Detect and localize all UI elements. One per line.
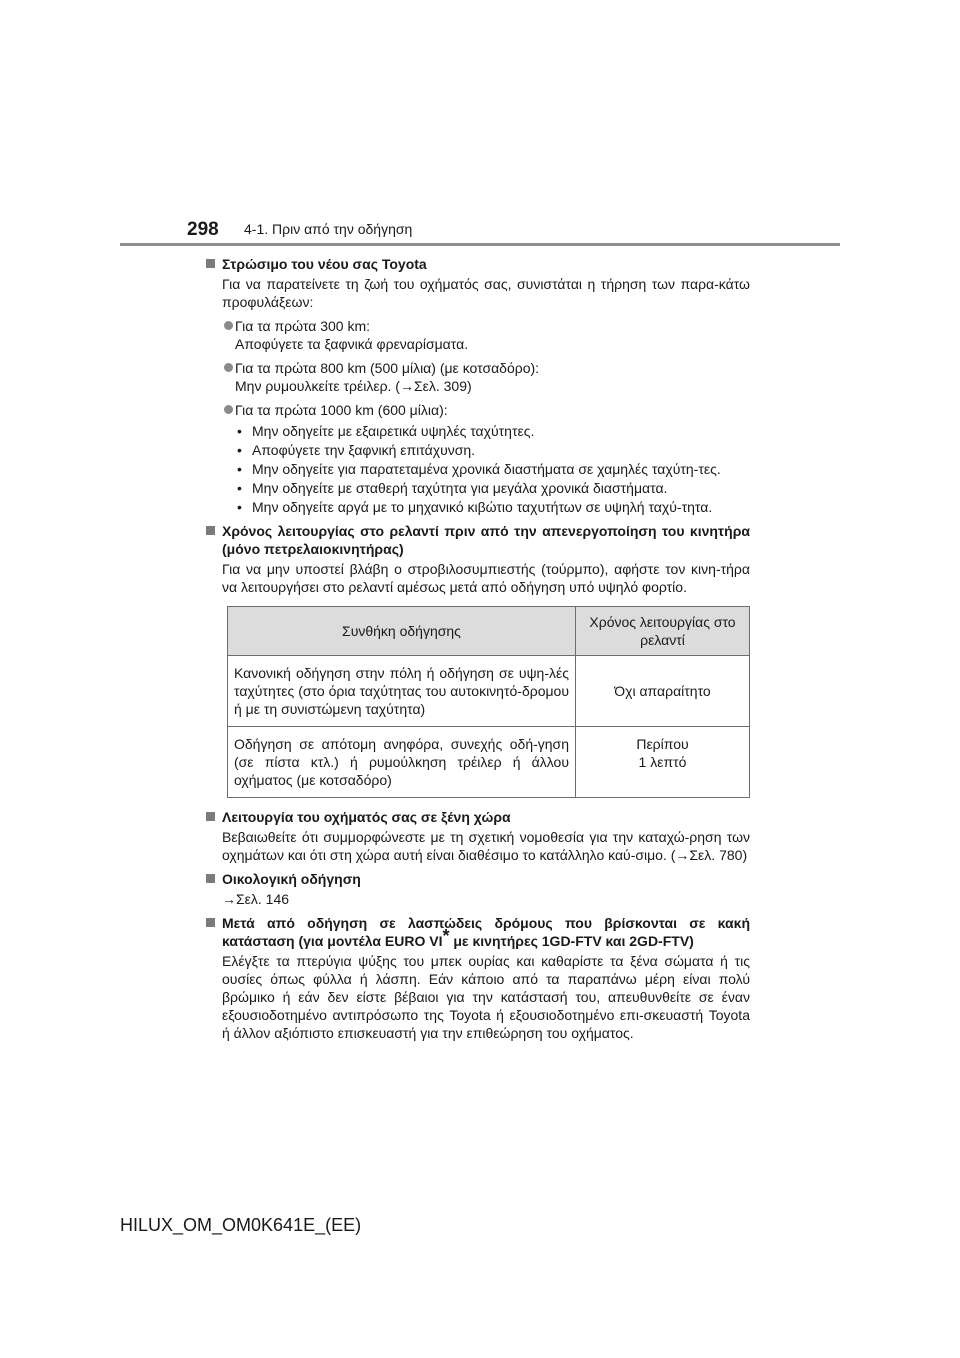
dot-bullet-icon: • bbox=[237, 499, 242, 515]
dot-bullet-icon: • bbox=[237, 461, 242, 477]
table-cell-time bbox=[576, 727, 750, 798]
list-item: • Μην οδηγείτε με σταθερή ταχύτητα για μεγάλα χρονικά διαστήματα. bbox=[237, 480, 668, 496]
list-item: • Μην οδηγείτε για παρατεταμένα χρονικά διαστήματα σε χαμηλές ταχύτη-τες. bbox=[237, 461, 721, 477]
section-title-part2: με κινητήρες 1GD-FTV και 2GD-FTV) bbox=[449, 933, 694, 949]
list-item bbox=[205, 359, 750, 395]
list-item bbox=[205, 401, 750, 419]
idle-time-table bbox=[227, 606, 750, 798]
chapter-title: 4-1. Πριν από την οδήγηση bbox=[244, 221, 413, 237]
document-code: HILUX_OM_OM0K641E_(EE) bbox=[120, 1215, 362, 1235]
time-line-1: Περίπου bbox=[636, 736, 689, 752]
square-bullet-icon bbox=[206, 259, 215, 268]
bullet-heading: Για τα πρώτα 1000 km (600 μίλια): bbox=[235, 402, 448, 418]
column-header-condition: Συνθήκη οδήγησης bbox=[228, 607, 576, 656]
section-title: Λειτουργία του οχήματός σας σε ξένη χώρα bbox=[222, 809, 511, 825]
dot-bullet-icon: • bbox=[237, 423, 242, 439]
section-muddy bbox=[205, 914, 750, 950]
header-divider bbox=[120, 243, 840, 246]
square-bullet-icon bbox=[206, 812, 215, 821]
section-text: Βεβαιωθείτε ότι συμμορφώνεστε με τη σχετική νομοθεσία για την καταχώ-ρηση των οχημάτων και ότι στη χώρα αυτή είναι διαθέσιμο το κατάλληλο καύ-σιμο. (→Σελ. 780) bbox=[222, 829, 750, 863]
table-header-row bbox=[228, 607, 750, 656]
list-item: • Μην οδηγείτε με εξαιρετικά υψηλές ταχύτητες. bbox=[237, 423, 535, 439]
column-header-idle-time: Χρόνος λειτουργίας στο ρελαντί bbox=[576, 607, 750, 656]
page-content bbox=[205, 252, 750, 1042]
table-row bbox=[228, 727, 750, 798]
page-number: 298 bbox=[187, 219, 219, 240]
table-cell-condition: Κανονική οδήγηση στην πόλη ή οδήγηση σε υψη-λές ταχύτητες (στο όρια ταχύτητας του αυτοκινητό-δρομου ή με τη συνιστώμενη ταχύτητα) bbox=[228, 656, 576, 727]
bullet-heading: Για τα πρώτα 800 km (500 μίλια) (με κοτσαδόρο): bbox=[235, 360, 540, 376]
section-title: Χρόνος λειτουργίας στο ρελαντί πριν από την απενεργοποίηση του κινητήρα (μόνο πετρελαιοκινητήρας) bbox=[222, 523, 750, 557]
section-eco bbox=[205, 870, 750, 888]
square-bullet-icon bbox=[206, 918, 215, 927]
page-reference-link[interactable]: →Σελ. 146 bbox=[222, 891, 290, 907]
dot-bullet-icon: • bbox=[237, 480, 242, 496]
time-line-2: 1 λεπτό bbox=[638, 754, 687, 770]
section-title: Οικολογική οδήγηση bbox=[222, 871, 361, 887]
section-new-toyota bbox=[205, 255, 750, 273]
section-title: Στρώσιμο του νέου σας Toyota bbox=[222, 256, 427, 272]
list-item: • Αποφύγετε την ξαφνική επιτάχυνση. bbox=[237, 442, 476, 458]
list-item bbox=[205, 317, 750, 353]
section-intro: Για να παρατείνετε τη ζωή του οχήματός σας, συνιστάται η τήρηση των παρα-κάτω προφυλάξεων: bbox=[222, 276, 750, 310]
table-row bbox=[228, 656, 750, 727]
section-title-part1: Μετά από οδήγηση σε λασπώδεις δρόμους που βρίσκονται σε κακή κατάσταση (για μοντέλα EURO VI bbox=[222, 915, 750, 949]
section-text: Ελέγξτε τα πτερύγια ψύξης του μπεκ ουρίας και καθαρίστε τα ξένα σώματα ή τις ουσίες όπως φύλλα ή λάσπη. Εάν κάποιο από τα παραπάνω μέρη είναι πολύ βρώμικο ή εάν δεν είστε βέβαιοι για την κατάστασή του, απευθυνθείτε σε έναν εξουσιοδοτημένο αντιπρόσωπο της Toyota ή εξουσιοδοτημένο επι-σκευαστή Toyota ή άλλον αξιόπιστο επισκευαστή για την επιθεώρηση του οχήματος. bbox=[222, 953, 750, 1041]
table-cell-condition: Οδήγηση σε απότομη ανηφόρα, συνεχής οδή-γηση (σε πίστα κτλ.) ή ρυμούλκηση τρέιλερ ή άλλου οχήματος (με κοτσαδόρο) bbox=[228, 727, 576, 798]
bullet-heading: Για τα πρώτα 300 km: bbox=[235, 318, 370, 334]
square-bullet-icon bbox=[206, 874, 215, 883]
square-bullet-icon bbox=[206, 526, 215, 535]
footnote-star: * bbox=[442, 926, 450, 947]
list-item: • Μην οδηγείτε αργά με το μηχανικό κιβώτιο ταχυτήτων σε υψηλή ταχύ-τητα. bbox=[237, 499, 713, 515]
circle-bullet-icon bbox=[224, 321, 233, 330]
circle-bullet-icon bbox=[224, 405, 233, 414]
dot-bullet-icon: • bbox=[237, 442, 242, 458]
section-idle bbox=[205, 522, 750, 558]
bullet-text: Μην ρυμουλκείτε τρέιλερ. (→Σελ. 309) bbox=[235, 378, 472, 394]
circle-bullet-icon bbox=[224, 363, 233, 372]
table-cell-time: Όχι απαραίτητο bbox=[576, 656, 750, 727]
section-text: Για να μην υποστεί βλάβη ο στροβιλοσυμπιεστής (τούρμπο), αφήστε τον κινη-τήρα να λειτουργήσει στο ρελαντί αμέσως μετά από οδήγηση υπό υψηλό φορτίο. bbox=[222, 561, 750, 595]
sub-bullet-list bbox=[205, 422, 750, 516]
section-foreign bbox=[205, 808, 750, 826]
bullet-text: Αποφύγετε τα ξαφνικά φρεναρίσματα. bbox=[235, 336, 469, 352]
